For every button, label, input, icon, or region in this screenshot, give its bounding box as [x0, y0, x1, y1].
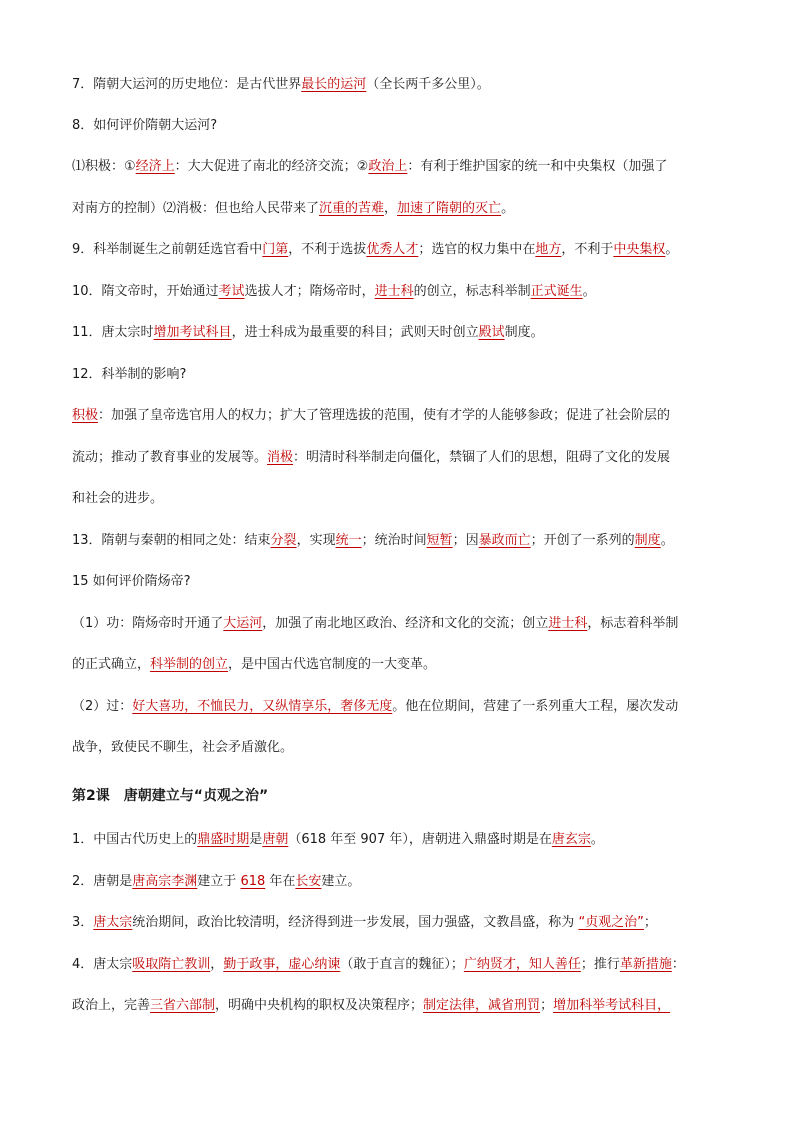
text-line — [72, 656, 732, 674]
text-segment: 3． — [72, 915, 94, 930]
text-line — [72, 76, 732, 94]
text-segment: ：大大促进了南北的经济交流；② — [174, 159, 369, 174]
text-line — [72, 324, 732, 342]
text-line — [72, 407, 732, 425]
key-term: 积极 — [72, 408, 99, 423]
text-segment: 的创立，标志科举制 — [413, 284, 531, 299]
key-term: 暴政而亡 — [478, 533, 531, 548]
key-term: 好大喜功，不恤民力，又纵情享乐，奢侈无度 — [132, 699, 393, 714]
text-segment: ，是中国古代选官制度的一大变革。 — [228, 657, 437, 672]
text-segment: 是 — [249, 832, 263, 847]
key-term: 革新措施 — [619, 957, 672, 972]
text-line — [72, 831, 732, 849]
key-term: 进士科 — [374, 284, 414, 299]
key-term: 沉重的苦难 — [319, 201, 385, 216]
text-segment: 建立。 — [321, 874, 361, 889]
key-term: 制度 — [634, 533, 661, 548]
text-segment: 8．如何评价隋朝大运河? — [72, 118, 218, 133]
text-segment: 政治上，完善 — [72, 998, 151, 1013]
text-segment: ，标志着科举制 — [587, 616, 679, 631]
text-segment: 第2课 唐朝建立与“贞观之治” — [72, 788, 269, 804]
key-term: 广纳贤才，知人善任 — [463, 957, 581, 972]
text-segment: ，加强了南北地区政治、经济和文化的交流；创立 — [262, 616, 549, 631]
key-term: 勤于政事，虚心纳谏 — [223, 957, 341, 972]
key-term: 吸取隋亡教训 — [132, 957, 211, 972]
text-segment: 12．科举制的影响? — [72, 367, 187, 382]
key-term: 鼎盛时期 — [197, 832, 250, 847]
key-term: 最长的运河 — [301, 77, 367, 92]
key-term: 短暂 — [426, 533, 453, 548]
text-segment: （2）过： — [72, 699, 133, 714]
text-segment: 4．唐太宗 — [72, 957, 133, 972]
key-term: 殿试 — [478, 325, 505, 340]
text-line — [72, 158, 732, 176]
text-segment: 7．隋朝大运河的历史地位：是古代世界 — [72, 77, 302, 92]
text-segment: 建立于 — [197, 874, 241, 889]
text-segment: ：加强了皇帝选官用人的权力；扩大了管理选拔的范围，使有才学的人能够参政；促进了社会阶层的 — [98, 408, 671, 423]
key-term: 大运河 — [223, 616, 263, 631]
text-line — [72, 117, 732, 135]
key-term: 唐太宗 — [93, 915, 133, 930]
key-term: 考试 — [218, 284, 245, 299]
text-line — [72, 449, 732, 467]
text-segment: ：明清时科举制走向僵化，禁锢了人们的思想，阻碍了文化的发展 — [293, 450, 671, 465]
text-segment: ， — [384, 201, 398, 216]
text-segment: ；推行 — [580, 957, 620, 972]
text-segment: 年在 — [265, 874, 296, 889]
text-segment: ：有利于维护国家的统一和中央集权（加强了 — [407, 159, 668, 174]
text-segment: 流动；推动了教育事业的发展等。 — [72, 450, 268, 465]
text-line — [72, 739, 732, 757]
text-segment: 战争，致使民不聊生，社会矛盾激化。 — [72, 740, 294, 755]
text-segment: 2．唐朝是 — [72, 874, 133, 889]
key-term: 唐高宗李渊 — [132, 874, 198, 889]
text-segment: 1．中国古代历史上的 — [72, 832, 198, 847]
text-segment: ； — [643, 915, 657, 930]
text-line — [72, 532, 732, 550]
key-term: 增加科举考试科目， — [553, 998, 671, 1013]
text-segment: ，不利于 — [561, 242, 614, 257]
text-segment: 13．隋朝与秦朝的相同之处：结束 — [72, 533, 271, 548]
text-segment: ，实现 — [296, 533, 336, 548]
text-segment: ； — [540, 998, 554, 1013]
text-segment: 11．唐太宗时 — [72, 325, 154, 340]
text-segment: ，明确中央机构的职权及决策程序； — [215, 998, 424, 1013]
key-term: 增加考试科目 — [153, 325, 232, 340]
key-term: 618 — [240, 874, 266, 889]
text-segment: （1）功：隋炀帝时开通了 — [72, 616, 224, 631]
text-line — [72, 366, 732, 384]
key-term: 统一 — [335, 533, 362, 548]
text-segment: ；统治时间 — [361, 533, 427, 548]
text-segment: ： — [671, 957, 685, 972]
text-segment: ；因 — [452, 533, 479, 548]
section-heading — [72, 787, 732, 805]
text-line — [72, 997, 732, 1015]
text-segment: 。他在位期间，营建了一系列重大工程，屡次发动 — [392, 699, 679, 714]
key-term: 消极 — [267, 450, 294, 465]
text-segment: 。 — [660, 533, 674, 548]
text-segment: 制度。 — [504, 325, 544, 340]
key-term: 唐朝 — [262, 832, 289, 847]
key-term: 优秀人才 — [366, 242, 419, 257]
text-line — [72, 283, 732, 301]
key-term: 经济上 — [135, 159, 175, 174]
text-segment: 15 如何评价隋炀帝? — [72, 574, 191, 589]
text-segment: 和社会的进步。 — [72, 491, 164, 506]
text-line — [72, 573, 732, 591]
text-segment: ， — [210, 957, 224, 972]
text-segment: （全长两千多公里）。 — [366, 77, 490, 92]
key-term: 分裂 — [270, 533, 297, 548]
text-segment: 选拔人才；隋炀帝时， — [244, 284, 375, 299]
text-line — [72, 200, 732, 218]
text-segment: （敢于直言的魏征）； — [340, 957, 464, 972]
text-line — [72, 490, 732, 508]
text-segment: 统治期间，政治比较清明，经济得到进一步发展，国力强盛，文教昌盛，称为 — [132, 915, 579, 930]
key-term: 科举制的创立 — [150, 657, 229, 672]
text-segment: （618 年至 907 年），唐朝进入鼎盛时期是在 — [288, 832, 552, 847]
key-term: 正式诞生 — [530, 284, 583, 299]
key-term: 门第 — [262, 242, 289, 257]
key-term: “贞观之治” — [578, 915, 644, 930]
key-term: 地方 — [535, 242, 562, 257]
key-term: 中央集权 — [613, 242, 666, 257]
key-term: 三省六部制 — [150, 998, 216, 1013]
text-segment: ⑴积极：① — [72, 159, 136, 174]
text-segment: ，进士科成为最重要的科目；武则天时创立 — [231, 325, 479, 340]
key-term: 进士科 — [548, 616, 588, 631]
text-segment: 。 — [501, 201, 515, 216]
text-segment: ；选官的权力集中在 — [418, 242, 536, 257]
text-segment: 9．科举制诞生之前朝廷选官看中 — [72, 242, 263, 257]
text-line — [72, 241, 732, 259]
text-line — [72, 873, 732, 891]
text-line — [72, 615, 732, 633]
text-segment: 的正式确立， — [72, 657, 151, 672]
text-segment: 对南方的控制）⑵消极：但也给人民带来了 — [72, 201, 320, 216]
key-term: 加速了隋朝的灭亡 — [397, 201, 502, 216]
text-line — [72, 698, 732, 716]
text-line — [72, 956, 732, 974]
text-segment: 10．隋文帝时，开始通过 — [72, 284, 219, 299]
key-term: 长安 — [295, 874, 322, 889]
key-term: 政治上 — [368, 159, 408, 174]
text-segment: ；开创了一系列的 — [530, 533, 635, 548]
key-term: 制定法律，减省刑罚 — [423, 998, 541, 1013]
text-segment: 。 — [590, 832, 604, 847]
key-term: 唐玄宗 — [551, 832, 591, 847]
text-line — [72, 914, 732, 932]
text-segment: 。 — [582, 284, 596, 299]
text-segment: ，不利于选拔 — [288, 242, 367, 257]
text-segment: 。 — [665, 242, 679, 257]
